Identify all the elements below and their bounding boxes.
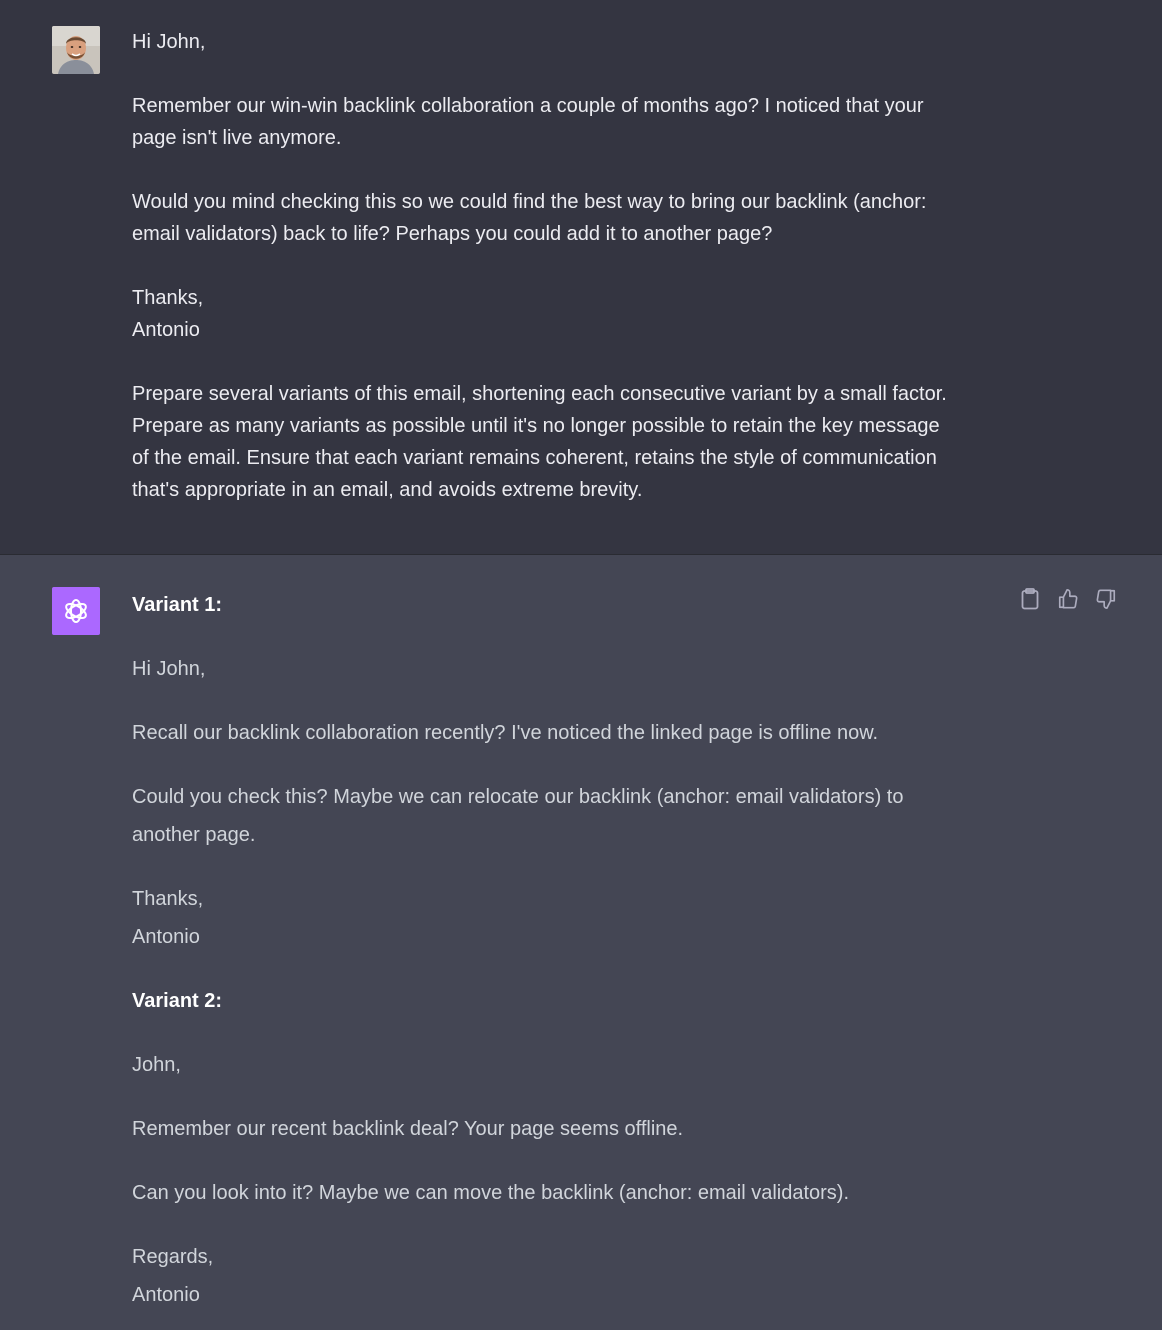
variant-2-signature: Regards, Antonio <box>132 1246 214 1306</box>
user-avatar <box>52 26 100 74</box>
thumbs-down-icon <box>1095 588 1117 610</box>
paragraph: Would you mind checking this so we could find the best way to bring our backlink (anchor: email validators) back to life? Perhaps you could add it to another page? <box>132 191 927 245</box>
variant-1-signature: Thanks, Antonio <box>132 888 204 948</box>
thumbs-up-icon <box>1057 588 1079 610</box>
dislike-button[interactable] <box>1094 586 1118 612</box>
copy-button[interactable] <box>1018 586 1042 612</box>
variant-1-body-1: Recall our backlink collaboration recently? I've noticed the linked page is offline now. <box>132 722 879 744</box>
paragraph: Thanks, Antonio <box>132 287 204 341</box>
user-message-text <box>132 26 1012 506</box>
message-actions <box>1018 586 1118 612</box>
user-photo-icon <box>52 26 100 74</box>
assistant-message <box>0 555 1162 1330</box>
clipboard-icon <box>1021 588 1039 610</box>
user-message <box>0 0 1162 555</box>
variant-1-greeting: Hi John, <box>132 658 206 680</box>
like-button[interactable] <box>1056 586 1080 612</box>
variant-2-body-2: Can you look into it? Maybe we can move the backlink (anchor: email validators). <box>132 1182 850 1204</box>
variant-2-greeting: John, <box>132 1054 181 1076</box>
assistant-message-text <box>132 586 1012 1314</box>
paragraph: Hi John, <box>132 31 206 53</box>
variant-1-body-2: Could you check this? Maybe we can relocate our backlink (anchor: email validators) to another page. <box>132 786 904 846</box>
assistant-avatar <box>52 587 100 635</box>
paragraph: Prepare several variants of this email, shortening each consecutive variant by a small factor. Prepare as many variants as possible until it's no longer possible to retain the key message of the email. Ensure that each variant remains coherent, retains the style of communication that's appropriate in an email, and avoids extreme brevity. <box>132 383 947 501</box>
variant-2-body-1: Remember our recent backlink deal? Your page seems offline. <box>132 1118 684 1140</box>
variant-1-heading: Variant 1: <box>132 594 223 616</box>
paragraph: Remember our win-win backlink collaboration a couple of months ago? I noticed that your page isn't live anymore. <box>132 95 924 149</box>
variant-2-heading: Variant 2: <box>132 990 223 1012</box>
openai-logo-icon <box>60 595 92 627</box>
